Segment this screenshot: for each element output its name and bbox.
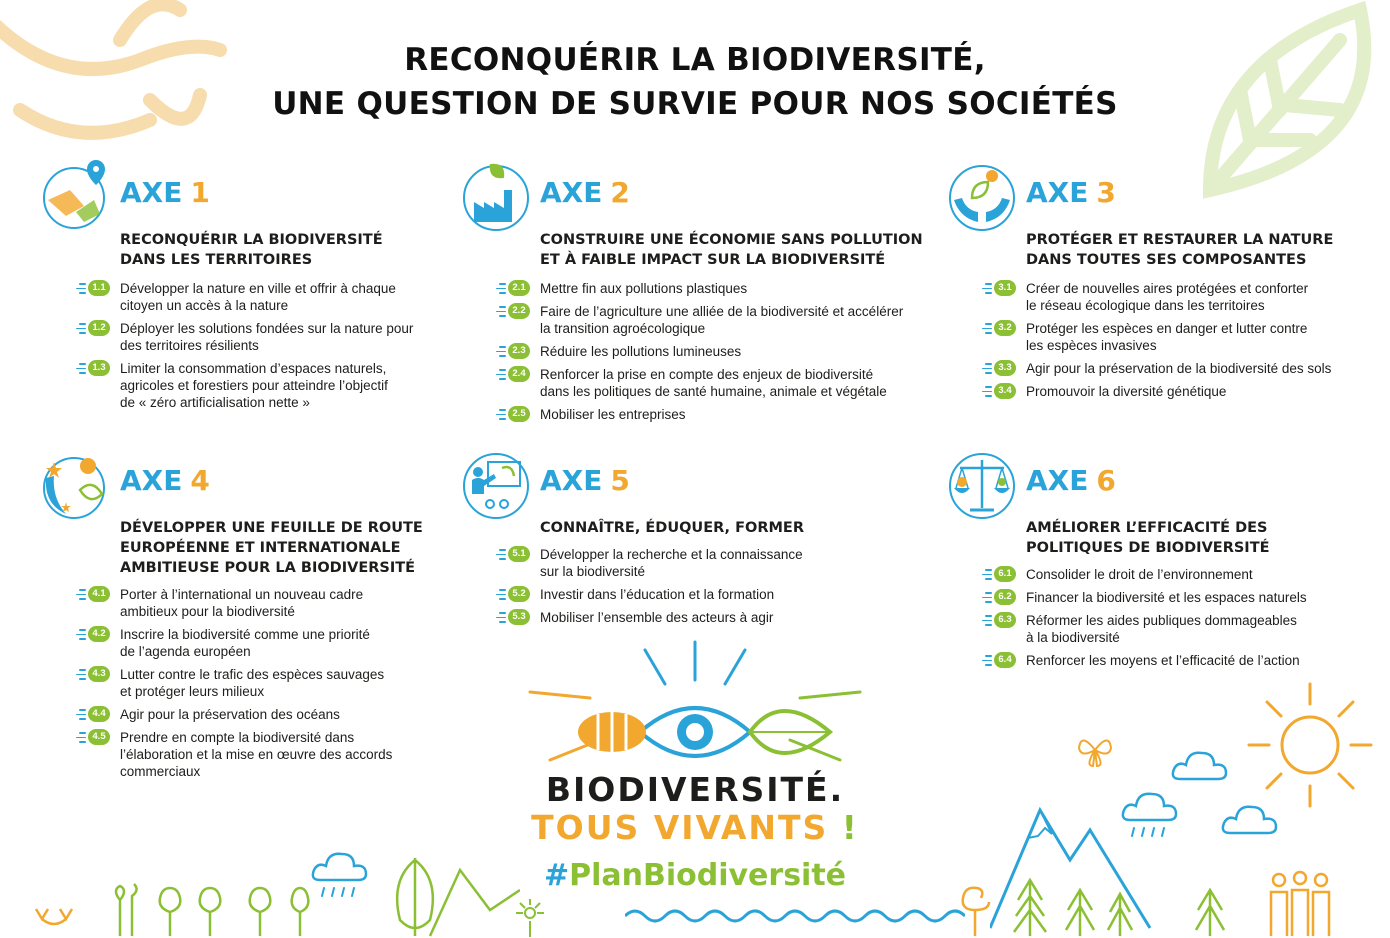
measure-text: et protéger leurs milieux — [120, 684, 265, 699]
axe-5-items — [494, 546, 874, 632]
dash-icon — [980, 323, 992, 335]
axe-2-items — [494, 280, 934, 429]
page-title — [0, 38, 1390, 126]
dash-icon — [980, 592, 992, 604]
measure-badge: 6.3 — [994, 612, 1016, 628]
axe-number: 5 — [610, 464, 630, 497]
measure-text: la transition agroécologique — [540, 321, 706, 336]
europe-stars-icon — [40, 448, 112, 520]
measure-text: Faire de l’agriculture une alliée de la biodiversité et accélérer — [540, 304, 904, 319]
sun-icon — [1245, 680, 1375, 810]
axe-1-section — [40, 160, 440, 420]
axe-2-heading — [540, 176, 630, 210]
dash-icon — [74, 629, 86, 641]
measure-text: Lutter contre le trafic des espèces sauvages — [120, 667, 385, 682]
axe-title-line: CONNAÎTRE, ÉDUQUER, FORMER — [540, 520, 804, 536]
measure-text: Mettre fin aux pollutions plastiques — [540, 281, 748, 296]
axe-number: 2 — [610, 176, 630, 209]
measure-text: Réformer les aides publiques dommageables — [1026, 613, 1297, 628]
measure-badge: 1.2 — [88, 320, 110, 336]
measure-text: de l’agenda européen — [120, 644, 251, 659]
hashtag-text: PlanBiodiversité — [569, 858, 847, 893]
axe-4-items — [74, 586, 454, 786]
factory-leaf-icon — [460, 160, 532, 232]
axe-word: AXE — [1026, 176, 1089, 209]
deer-icon — [30, 905, 80, 938]
measure-item — [980, 360, 1380, 377]
dash-icon — [494, 346, 506, 358]
measure-badge: 3.3 — [994, 360, 1016, 376]
measure-item — [74, 626, 454, 660]
measure-text: Protéger les espèces en danger et lutter contre — [1026, 321, 1308, 336]
axe-title-line: PROTÉGER ET RESTAURER LA NATURE — [1026, 232, 1334, 248]
measure-badge: 1.1 — [88, 280, 110, 296]
axe-number: 6 — [1096, 464, 1116, 497]
axe-word: AXE — [120, 176, 183, 209]
butterfly-icon — [1075, 730, 1115, 770]
measure-item — [980, 566, 1380, 583]
measure-item — [980, 589, 1380, 606]
dash-icon — [494, 612, 506, 624]
axe-title-line: DANS LES TERRITOIRES — [120, 252, 313, 268]
measure-text: Créer de nouvelles aires protégées et conforter — [1026, 281, 1309, 296]
dash-icon — [74, 709, 86, 721]
teacher-board-icon — [460, 448, 532, 520]
slogan-bang: ! — [841, 808, 859, 847]
measure-badge: 2.1 — [508, 280, 530, 296]
axe-6-section — [946, 448, 1376, 688]
axe-3-title — [1026, 230, 1356, 270]
dash-icon — [494, 589, 506, 601]
measure-text: Inscrire la biodiversité comme une priorité — [120, 627, 370, 642]
hashtag-symbol: # — [543, 858, 570, 893]
dash-icon — [494, 409, 506, 421]
measure-item — [74, 586, 454, 620]
measure-badge: 2.3 — [508, 343, 530, 359]
axe-word: AXE — [120, 464, 183, 497]
measure-text: Déployer les solutions fondées sur la nature pour — [120, 321, 414, 336]
axe-title-line: AMBITIEUSE POUR LA BIODIVERSITÉ — [120, 560, 416, 576]
cloud-icon — [1220, 795, 1290, 840]
measure-item — [74, 706, 454, 723]
dash-icon — [980, 363, 992, 375]
measure-badge: 2.2 — [508, 303, 530, 319]
measure-item — [494, 586, 874, 603]
dash-icon — [494, 369, 506, 381]
slogan-line-1: BIODIVERSITÉ. — [545, 770, 845, 809]
measure-text: le réseau écologique dans les territoires — [1026, 298, 1265, 313]
measure-text: Mobiliser l’ensemble des acteurs à agir — [540, 610, 774, 625]
measure-text: Limiter la consommation d’espaces naturels, — [120, 361, 387, 376]
measure-item — [74, 320, 454, 354]
measure-badge: 4.3 — [88, 666, 110, 682]
axe-title-line: AMÉLIORER L’EFFICACITÉ DES — [1026, 520, 1268, 536]
measure-item — [980, 280, 1380, 314]
axe-number: 4 — [190, 464, 210, 497]
axe-title-line: ET À FAIBLE IMPACT SUR LA BIODIVERSITÉ — [540, 252, 886, 268]
measure-text: des territoires résilients — [120, 338, 259, 353]
axe-4-title — [120, 518, 450, 578]
axe-3-items — [980, 280, 1380, 406]
measure-text: à la biodiversité — [1026, 630, 1120, 645]
dash-icon — [74, 283, 86, 295]
measure-item — [494, 546, 874, 580]
measure-badge: 3.4 — [994, 383, 1016, 399]
measure-item — [494, 406, 934, 423]
measure-item — [74, 280, 454, 314]
measure-badge: 2.4 — [508, 366, 530, 382]
axe-title-line: RECONQUÉRIR LA BIODIVERSITÉ — [120, 232, 383, 248]
measure-item — [494, 343, 934, 360]
measure-badge: 6.4 — [994, 652, 1016, 668]
measure-item — [74, 666, 454, 700]
measure-text: commerciaux — [120, 764, 201, 779]
axe-6-title — [1026, 518, 1356, 558]
measure-item — [980, 652, 1380, 669]
measure-badge: 4.5 — [88, 729, 110, 745]
measure-item — [74, 360, 454, 411]
measure-item — [980, 612, 1380, 646]
axe-1-title — [120, 230, 450, 270]
axe-5-section — [460, 448, 880, 638]
measure-badge: 5.1 — [508, 546, 530, 562]
axe-title-line: EUROPÉENNE ET INTERNATIONALE — [120, 540, 401, 556]
dash-icon — [74, 732, 86, 744]
measure-badge: 1.3 — [88, 360, 110, 376]
measure-text: les espèces invasives — [1026, 338, 1157, 353]
territory-pin-icon — [40, 160, 112, 232]
dash-icon — [494, 283, 506, 295]
slogan-line-2 — [520, 808, 870, 847]
measure-item — [980, 320, 1380, 354]
measure-text: Développer la recherche et la connaissance — [540, 547, 803, 562]
axe-5-title — [540, 518, 870, 538]
measure-badge: 5.3 — [508, 609, 530, 625]
axe-6-heading — [1026, 464, 1116, 498]
axe-1-heading — [120, 176, 210, 210]
measure-text: Agir pour la préservation des océans — [120, 707, 340, 722]
measure-text: Agir pour la préservation de la biodiversité des sols — [1026, 361, 1332, 376]
measure-text: Financer la biodiversité et les espaces naturels — [1026, 590, 1307, 605]
axe-4-section — [40, 448, 450, 788]
dash-icon — [494, 549, 506, 561]
measure-badge: 6.1 — [994, 566, 1016, 582]
measure-badge: 3.2 — [994, 320, 1016, 336]
hashtag — [520, 858, 870, 893]
dash-icon — [494, 306, 506, 318]
dash-icon — [980, 283, 992, 295]
measure-text: Promouvoir la diversité génétique — [1026, 384, 1227, 399]
measure-text: dans les politiques de santé humaine, animale et végétale — [540, 384, 887, 399]
wave-line-decoration — [625, 906, 965, 926]
flower-icon — [505, 895, 555, 938]
dash-icon — [980, 615, 992, 627]
measure-item — [494, 280, 934, 297]
slogan-main: TOUS VIVANTS — [531, 808, 829, 847]
dash-icon — [74, 323, 86, 335]
measure-item — [494, 303, 934, 337]
measure-badge: 5.2 — [508, 586, 530, 602]
measure-text: Réduire les pollutions lumineuses — [540, 344, 742, 359]
measure-text: ambitieux pour la biodiversité — [120, 604, 295, 619]
measure-item — [980, 383, 1380, 400]
trees-icon — [1010, 870, 1250, 938]
axe-2-title — [540, 230, 940, 270]
dash-icon — [980, 569, 992, 581]
forest-icon — [100, 850, 520, 938]
justice-scale-icon — [946, 448, 1018, 520]
measure-text: l’élaboration et la mise en œuvre des accords — [120, 747, 393, 762]
measure-text: Renforcer la prise en compte des enjeux de biodiversité — [540, 367, 874, 382]
measure-text: agricoles et forestiers pour atteindre l’objectif — [120, 378, 388, 393]
axe-6-items — [980, 566, 1380, 675]
measure-item — [494, 609, 874, 626]
measure-text: sur la biodiversité — [540, 564, 646, 579]
eye-logo-icon — [520, 640, 870, 770]
measure-text: Développer la nature en ville et offrir à chaque — [120, 281, 396, 296]
measure-item — [494, 366, 934, 400]
measure-text: Renforcer les moyens et l’efficacité de l’action — [1026, 653, 1300, 668]
measure-text: Consolider le droit de l’environnement — [1026, 567, 1253, 582]
measure-badge: 6.2 — [994, 589, 1016, 605]
cloud-icon — [1170, 745, 1230, 785]
axe-4-heading — [120, 464, 210, 498]
dash-icon — [980, 655, 992, 667]
dash-icon — [980, 386, 992, 398]
protecting-hands-icon — [946, 160, 1018, 232]
people-icon — [1265, 870, 1335, 938]
measure-badge: 4.2 — [88, 626, 110, 642]
measure-text: citoyen un accès à la nature — [120, 298, 289, 313]
measure-badge: 3.1 — [994, 280, 1016, 296]
axe-3-section — [946, 160, 1376, 420]
measure-text: Porter à l’international un nouveau cadre — [120, 587, 364, 602]
measure-item — [74, 729, 454, 780]
axe-2-section — [460, 160, 930, 440]
axe-title-line: DANS TOUTES SES COMPOSANTES — [1026, 252, 1307, 268]
measure-text: Investir dans l’éducation et la formation — [540, 587, 775, 602]
axe-title-line: DÉVELOPPER UNE FEUILLE DE ROUTE — [120, 520, 423, 536]
axe-number: 1 — [190, 176, 210, 209]
measure-text: de « zéro artificialisation nette » — [120, 395, 310, 410]
dash-icon — [74, 363, 86, 375]
measure-badge: 4.1 — [88, 586, 110, 602]
axe-word: AXE — [1026, 464, 1089, 497]
axe-word: AXE — [540, 176, 603, 209]
measure-badge: 2.5 — [508, 406, 530, 422]
dash-icon — [74, 669, 86, 681]
dash-icon — [74, 589, 86, 601]
axe-3-heading — [1026, 176, 1116, 210]
title-line-1: RECONQUÉRIR LA BIODIVERSITÉ, — [404, 42, 986, 78]
title-line-2: UNE QUESTION DE SURVIE POUR NOS SOCIÉTÉS — [272, 86, 1118, 122]
axe-title-line: CONSTRUIRE UNE ÉCONOMIE SANS POLLUTION — [540, 232, 923, 248]
axe-1-items — [74, 280, 454, 417]
axe-title-line: POLITIQUES DE BIODIVERSITÉ — [1026, 540, 1270, 556]
measure-badge: 4.4 — [88, 706, 110, 722]
axe-5-heading — [540, 464, 630, 498]
axe-number: 3 — [1096, 176, 1116, 209]
axe-word: AXE — [540, 464, 603, 497]
measure-text: Prendre en compte la biodiversité dans — [120, 730, 355, 745]
measure-text: Mobiliser les entreprises — [540, 407, 686, 422]
